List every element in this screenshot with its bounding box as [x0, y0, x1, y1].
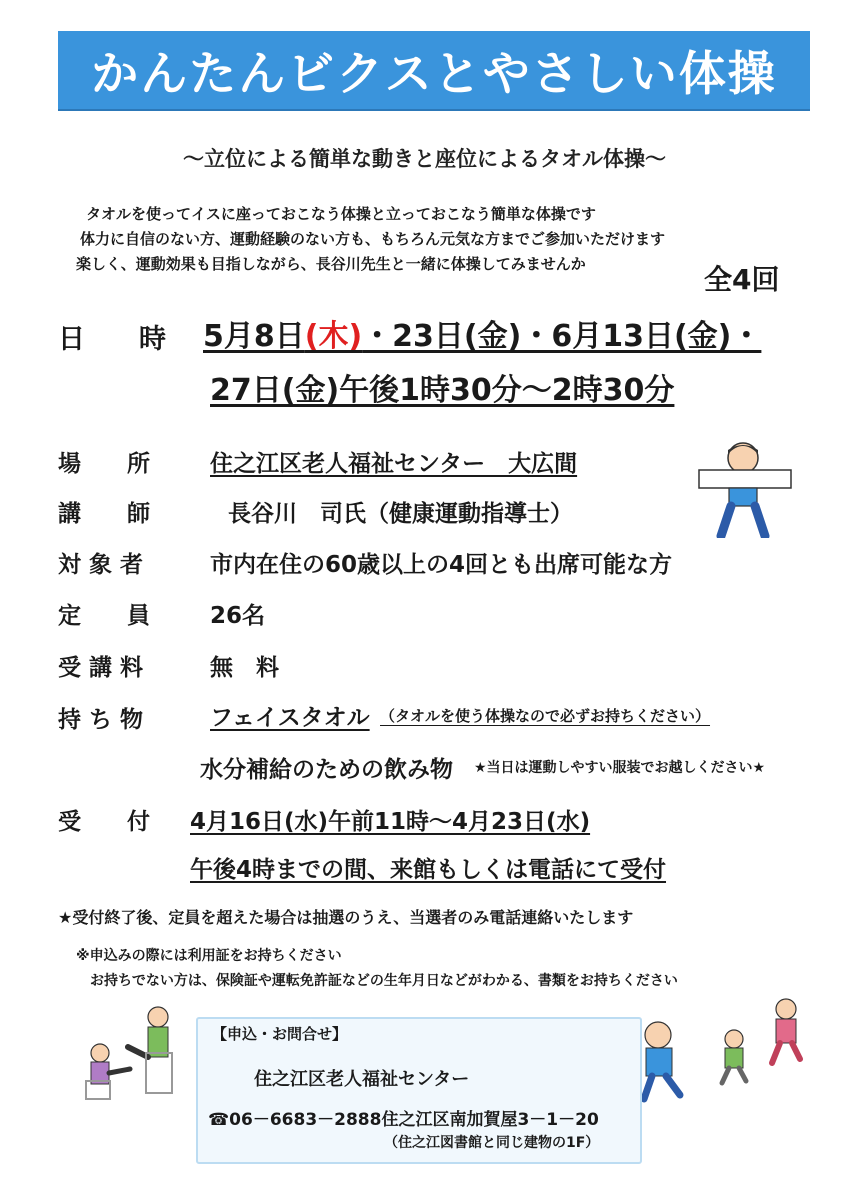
instructor-value: 長谷川 司氏（健康運動指導士）	[228, 501, 573, 527]
schedule-line-2: 27日(金)午後1時30分～2時30分	[210, 373, 675, 408]
title-banner	[58, 31, 810, 109]
intro-line-2: 体力に自信のない方、運動経験のない方も、もちろん元気な方までご参加いただけます	[80, 230, 666, 248]
clothing-note: ★当日は運動しやすい服装でお越しください★	[474, 760, 766, 776]
reception-label: 受 付	[58, 809, 150, 835]
intro-line-3: 楽しく、運動効果も目指しながら、長谷川先生と一緒に体操してみませんか	[76, 255, 586, 273]
contact-organization: 住之江区老人福祉センター	[254, 1069, 470, 1090]
place-value: 住之江区老人福祉センター 大広間	[210, 451, 578, 477]
schedule-date-1: 5月8日	[203, 319, 305, 354]
id-notice-2: お持ちでない方は、保険証や運転免許証などの生年月日などがわかる、書類をお持ちください	[90, 973, 678, 989]
contact-heading: 【申込・お問合せ】	[212, 1025, 348, 1043]
schedule-weekday-thu: (木)	[304, 319, 363, 354]
capacity-value: 26名	[210, 603, 266, 629]
intro-line-1: タオルを使ってイスに座っておこなう体操と立っておこなう簡単な体操です	[86, 205, 596, 223]
towel-person-illustration	[695, 438, 795, 538]
page-title: かんたんビクスとやさしい体操	[91, 46, 777, 102]
belongings-item-drink: 水分補給のための飲み物	[200, 757, 453, 783]
reception-line-1: 4月16日(水)午前11時～4月23日(水)	[190, 809, 591, 835]
contact-building-note: （住之江図書館と同じ建物の1F）	[384, 1135, 600, 1151]
contact-phone-address: ☎06－6683－2888住之江区南加賀屋3－1－20	[208, 1110, 599, 1130]
capacity-label: 定 員	[58, 603, 150, 629]
contact-box	[196, 1017, 642, 1164]
instructor-label: 講 師	[58, 501, 150, 527]
belongings-towel-note: （タオルを使う体操なので必ずお持ちください）	[380, 707, 711, 725]
eligibility-label: 対 象 者	[58, 552, 144, 578]
subtitle: ～立位による簡単な動きと座位によるタオル体操～	[183, 147, 666, 171]
reception-line-2: 午後4時までの間、来館もしくは電話にて受付	[190, 857, 667, 883]
place-label: 場 所	[58, 451, 150, 477]
schedule-label: 日 時	[58, 324, 166, 355]
seniors-exercising-illustration	[72, 1003, 182, 1103]
eligibility-value: 市内在住の60歳以上の4回とも出席可能な方	[210, 552, 673, 578]
session-count: 全4回	[704, 263, 780, 296]
fee-label: 受 講 料	[58, 655, 144, 681]
id-notice-1: ※申込みの際には利用証をお持ちください	[76, 948, 342, 964]
schedule-line-1	[203, 311, 761, 355]
jogging-people-illustration	[636, 995, 816, 1105]
fee-value: 無 料	[210, 655, 279, 681]
belongings-item-towel: フェイスタオル	[210, 705, 370, 731]
lottery-notice: ★受付終了後、定員を超えた場合は抽選のうえ、当選者のみ電話連絡いたします	[58, 908, 634, 927]
schedule-dates-rest: ・23日(金)・6月13日(金)・	[362, 319, 762, 354]
belongings-label: 持 ち 物	[58, 707, 144, 733]
